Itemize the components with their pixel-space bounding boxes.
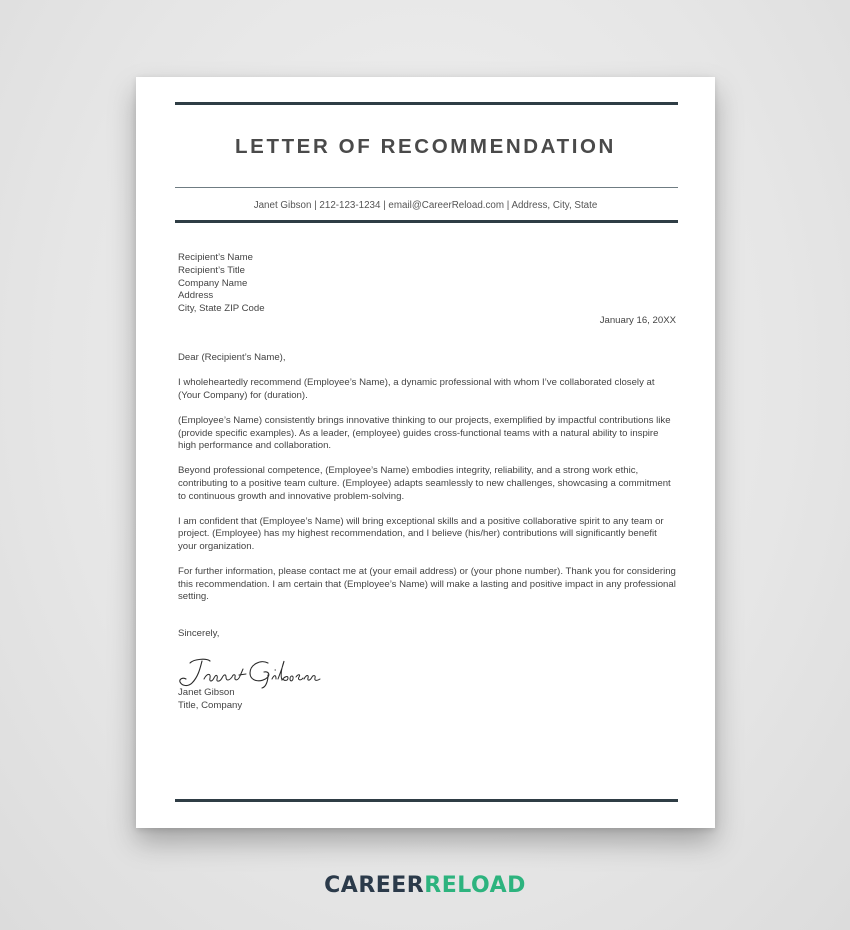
letter-title: LETTER OF RECOMMENDATION: [235, 135, 616, 158]
careerreload-logo: [0, 873, 850, 898]
signer-title: Title, Company: [178, 699, 243, 711]
paragraph-5: For further information, please contact me at (your email address) or (your phone number). Thank you for considering this recommendation. I am certain that (Employee’s Name) will make a lasting and positive impact in any professional setting.: [178, 566, 676, 603]
signer-name: Janet Gibson: [178, 687, 235, 698]
top-rule: [175, 102, 678, 105]
recipient-name: Recipient’s Name: [178, 252, 254, 263]
bottom-rule: [175, 799, 678, 802]
letter-body: [178, 352, 678, 616]
thin-rule: [175, 187, 678, 188]
paragraph-1: I wholeheartedly recommend (Employee’s Name), a dynamic professional with whom I’ve collaborated closely at (Your Company) for (duration).: [178, 377, 655, 401]
paragraph-2: (Employee’s Name) consistently brings innovative thinking to our projects, exemplified by impactful contributions like (provide specific examples). As a leader, (employee) guides cross-functional teams with a natural ability to inspire high performance and collaboration.: [178, 414, 671, 452]
signature-block: [178, 687, 242, 713]
letter-date: January 16, 20XX: [599, 315, 676, 326]
recipient-title: Recipient’s Title: [178, 264, 246, 276]
paragraph-4: I am confident that (Employee’s Name) will bring exceptional skills and a positive collaborative spirit to any team or project. (Employee) has my highest recommendation, and I believe (his/her) contributions will significantly benefit your organization.: [178, 515, 664, 552]
logo-career-text: CAREER: [324, 873, 425, 898]
handwritten-signature: [176, 655, 326, 689]
recipient-address: Address: [178, 290, 214, 302]
closing: Sincerely,: [178, 628, 220, 639]
recipient-company: Company Name: [178, 277, 248, 289]
paragraph-3: Beyond professional competence, (Employee’s Name) embodies integrity, reliability, and a strong work ethic, contributing to a positive team culture. (Employee) adapts seamlessly to new challenges, showcasing a commitment to continuous growth and innovative problem-solving.: [178, 465, 671, 502]
letter-page: [136, 77, 715, 828]
logo-reload-text: RELOAD: [424, 873, 526, 898]
header-rule: [175, 220, 678, 223]
salutation: Dear (Recipient’s Name),: [178, 352, 286, 363]
recipient-city: City, State ZIP Code: [178, 303, 265, 315]
recipient-block: [178, 252, 265, 316]
contact-line: Janet Gibson | 212-123-1234 | email@CareerReload.com | Address, City, State: [253, 200, 598, 211]
